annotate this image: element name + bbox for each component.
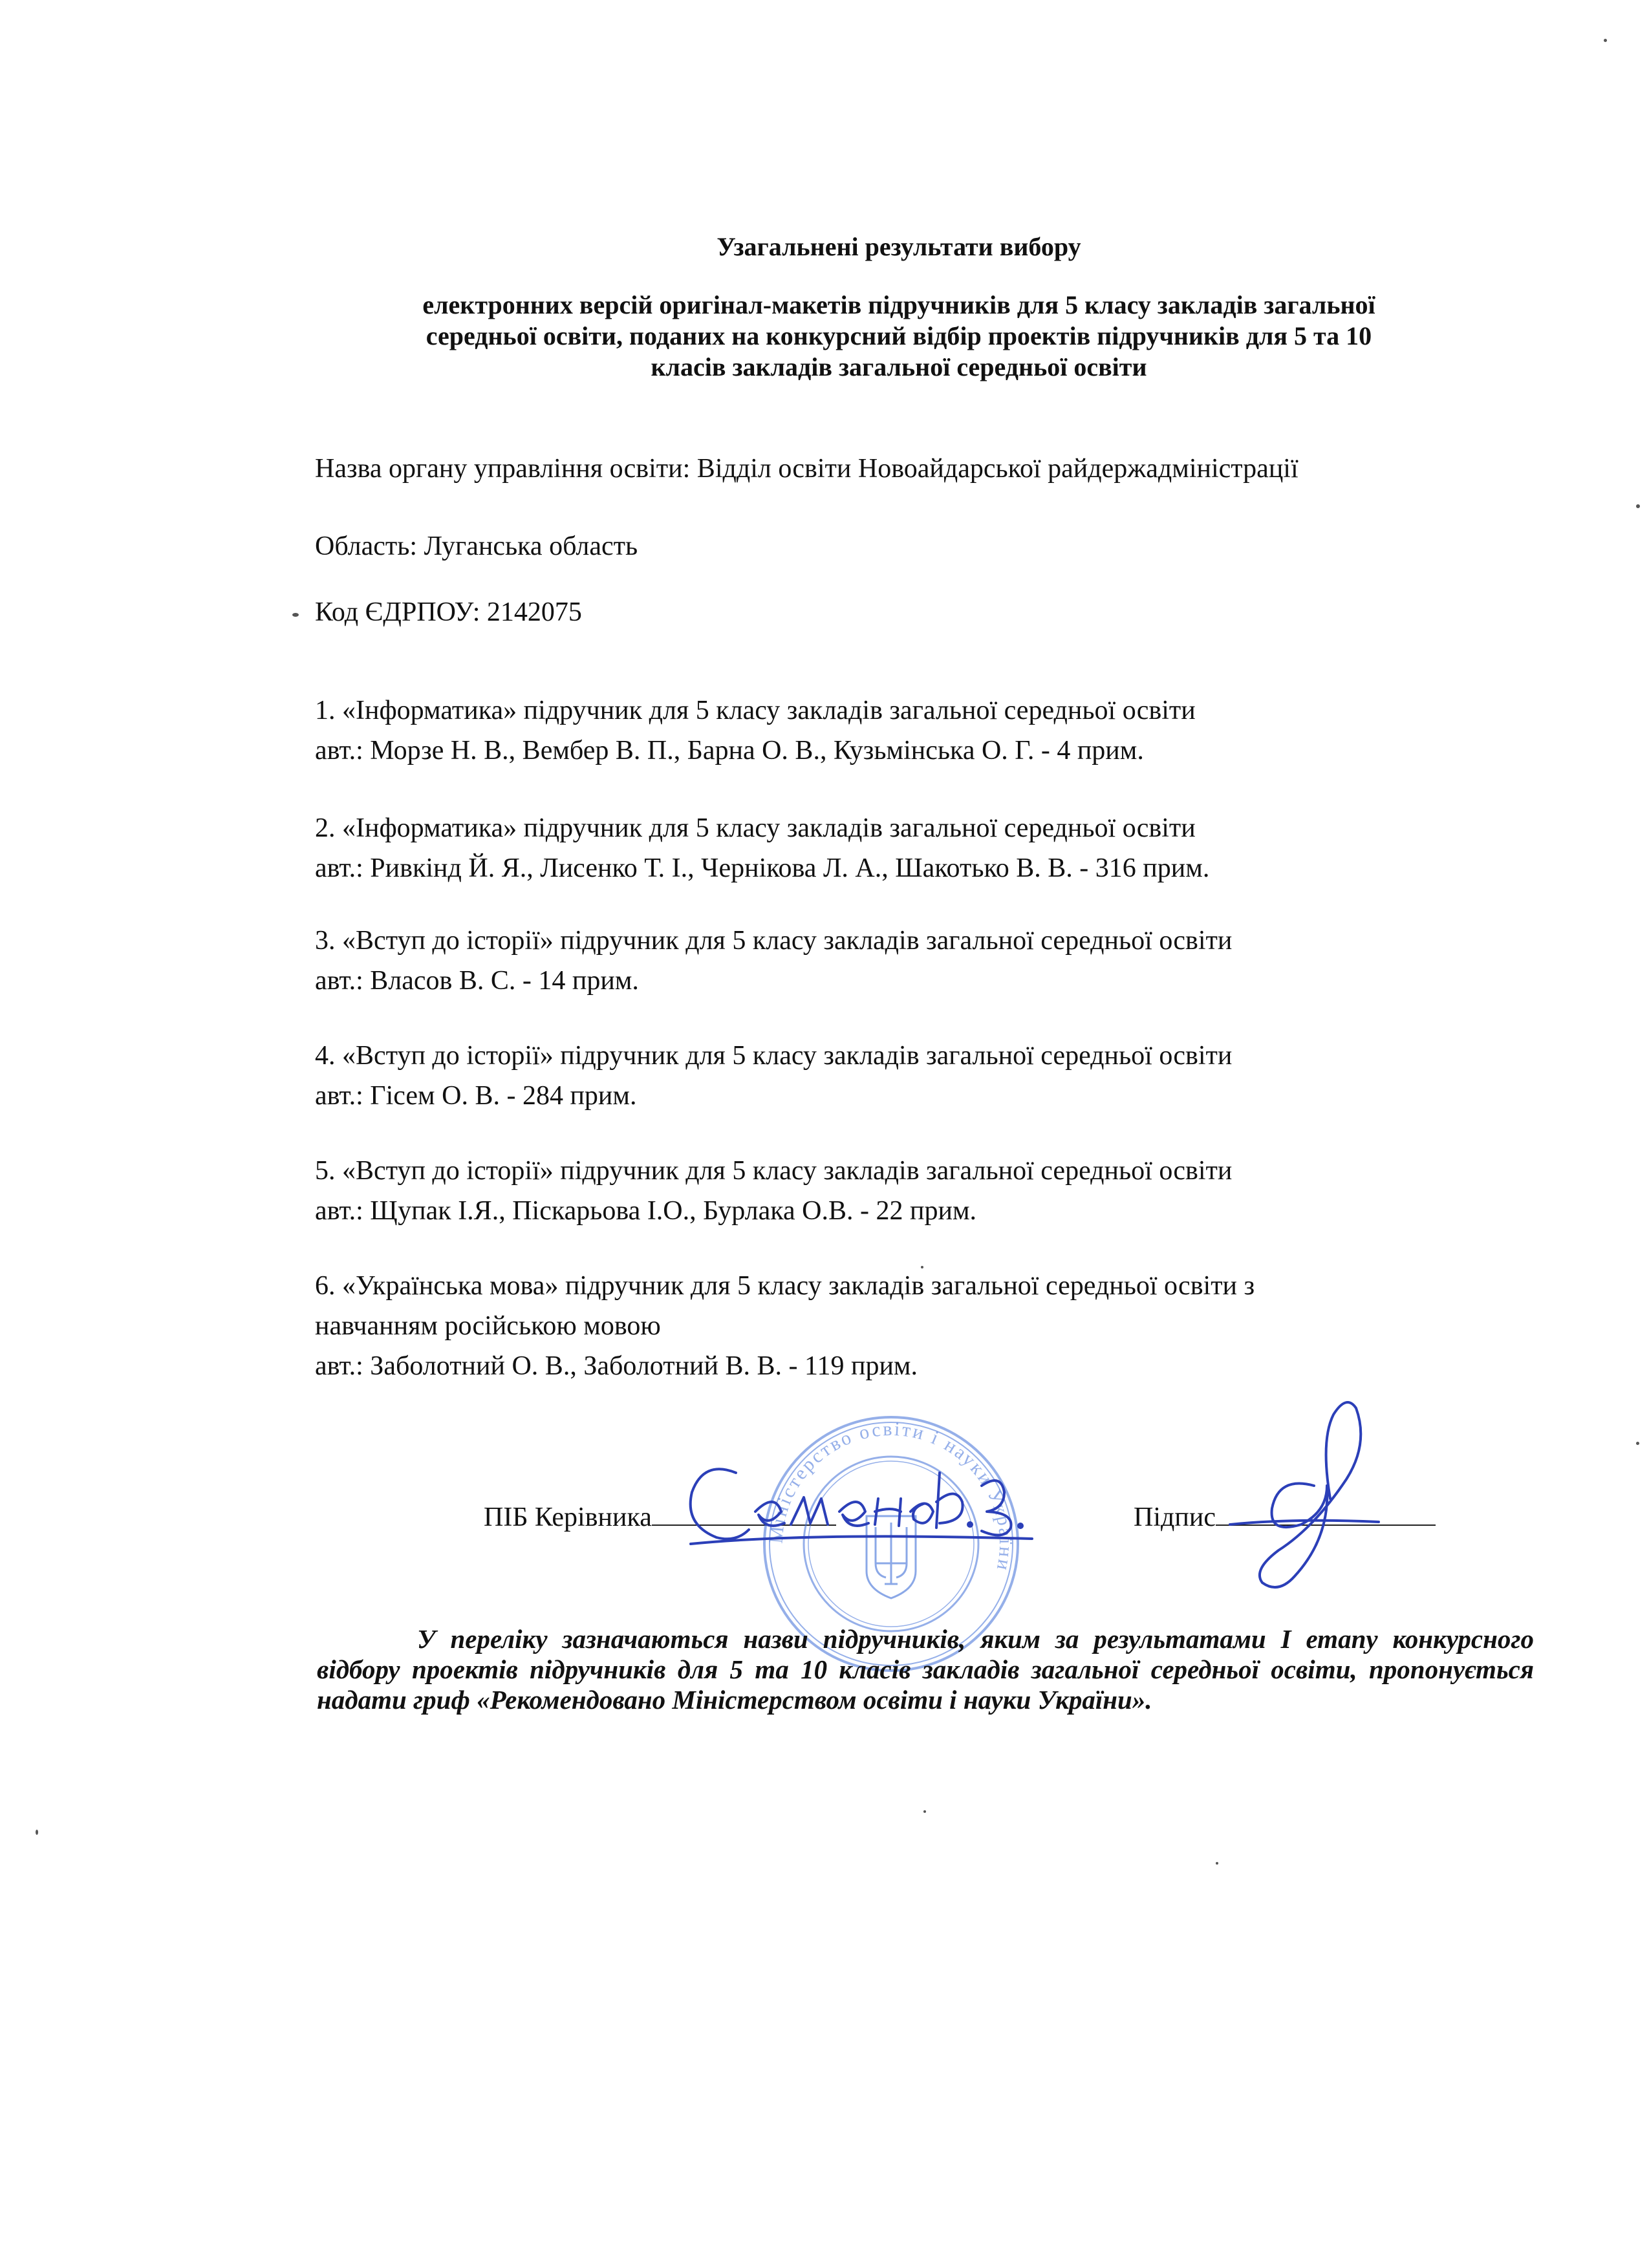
book-title-line: 2. «Інформатика» підручник для 5 класу закладів загальної середньої освіти [315, 813, 1196, 843]
subtitle-line: середньої освіти, поданих на конкурсний відбір проектів підручників для 5 та 10 [426, 321, 1372, 350]
scan-speck [1216, 1862, 1218, 1865]
scan-speck [921, 1266, 923, 1268]
handwritten-signature-icon [1217, 1389, 1385, 1602]
book-title-continuation-line: навчанням російською мовою [315, 1311, 661, 1341]
footnote: У переліку зазначаються назви підручників, яким за результатами І етапу конкурсного відбору проектів підручників для 5 та 10 класів закладів загальної середньої освіти, пропонується надати гриф «Рекомендовано Міністерством освіти і науки України». [317, 1624, 1534, 1715]
stamp-ring-text: Міністерство освіти і науки України [765, 1418, 1017, 1574]
book-authors-line: авт.: Власов В. С. - 14 прим. [315, 966, 639, 996]
signature-label: Підпис [1134, 1503, 1216, 1532]
book-authors-line: авт.: Заболотний О. В., Заболотний В. В. - 119 прим. [315, 1351, 918, 1381]
book-title-line: 3. «Вступ до історії» підручник для 5 класу закладів загальної середньої освіти [315, 926, 1233, 956]
book-title-line: 4. «Вступ до історії» підручник для 5 класу закладів загальної середньої освіти [315, 1041, 1233, 1071]
handwritten-name-icon [678, 1447, 1040, 1563]
book-authors-line: авт.: Гісем О. В. - 284 прим. [315, 1081, 637, 1111]
subtitle-line: класів закладів загальної середньої освіти [651, 352, 1147, 381]
edrpou-code: Код ЄДРПОУ: 2142075 [315, 597, 582, 627]
book-title-line: 5. «Вступ до історії» підручник для 5 класу закладів загальної середньої освіти [315, 1156, 1233, 1186]
book-authors-line: авт.: Морзе Н. В., Вембер В. П., Барна О. В., Кузьмінська О. Г. - 4 прим. [315, 736, 1144, 765]
book-authors-line: авт.: Щупак І.Я., Піскарьова І.О., Бурлака О.В. - 22 прим. [315, 1196, 977, 1226]
scan-speck [36, 1830, 38, 1835]
region: Область: Луганська область [315, 531, 638, 561]
document-subtitle [310, 290, 1487, 383]
book-entry [315, 1266, 1479, 1386]
scan-speck [923, 1810, 926, 1813]
document-title: Узагальнені результати вибору [717, 232, 1081, 261]
scan-speck [1636, 1442, 1639, 1445]
book-entry [315, 1036, 1479, 1116]
book-title-line: 6. «Українська мова» підручник для 5 класу закладів загальної середньої освіти з [315, 1271, 1255, 1301]
book-entry [315, 921, 1479, 1001]
head-name-label: ПІБ Керівника [484, 1503, 652, 1532]
book-entry [315, 808, 1479, 888]
scan-speck [292, 613, 299, 617]
book-authors-line: авт.: Ривкінд Й. Я., Лисенко Т. І., Чернікова Л. А., Шакотько В. В. - 316 прим. [315, 853, 1210, 883]
scan-speck [1604, 39, 1607, 42]
book-title-line: 1. «Інформатика» підручник для 5 класу закладів загальної середньої освіти [315, 696, 1196, 725]
book-entry [315, 690, 1479, 771]
subtitle-line: електронних версій оригінал-макетів підручників для 5 класу закладів загальної [422, 290, 1375, 319]
book-entry [315, 1151, 1479, 1231]
education-authority: Назва органу управління освіти: Відділ освіти Новоайдарської райдержадміністрації [315, 454, 1299, 484]
scan-speck [1636, 504, 1640, 508]
